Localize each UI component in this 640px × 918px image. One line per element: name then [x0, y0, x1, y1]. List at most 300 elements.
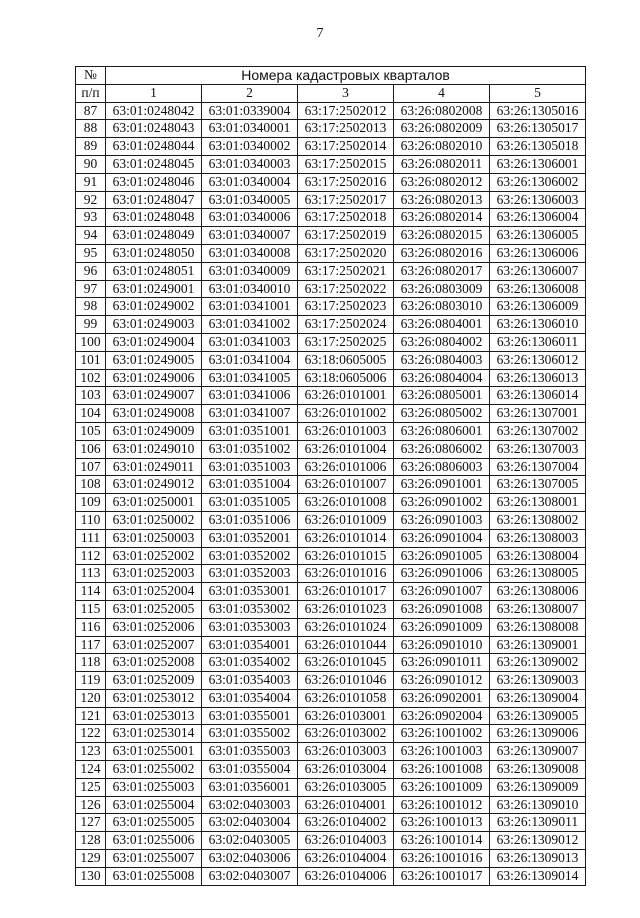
quarter-col-1: 63:01:0255004	[106, 796, 202, 814]
quarter-col-1: 63:01:0249002	[106, 298, 202, 316]
quarter-col-4: 63:26:0802013	[394, 191, 490, 209]
quarter-col-2: 63:01:0340008	[202, 244, 298, 262]
row-number: 123	[76, 743, 106, 761]
quarter-col-1: 63:01:0248046	[106, 173, 202, 191]
quarter-col-5: 63:26:1309002	[490, 654, 586, 672]
quarter-col-1: 63:01:0249009	[106, 422, 202, 440]
quarter-col-1: 63:01:0250001	[106, 494, 202, 512]
column-number-4: 4	[394, 84, 490, 102]
quarter-col-4: 63:26:1001002	[394, 725, 490, 743]
row-number: 93	[76, 209, 106, 227]
quarter-col-1: 63:01:0248043	[106, 120, 202, 138]
quarter-col-4: 63:26:0901003	[394, 511, 490, 529]
quarter-col-2: 63:01:0351005	[202, 494, 298, 512]
quarter-col-3: 63:26:0101009	[298, 511, 394, 529]
quarter-col-3: 63:26:0101006	[298, 458, 394, 476]
quarter-col-3: 63:17:2502012	[298, 102, 394, 120]
table-row	[76, 120, 586, 138]
quarter-col-5: 63:26:1306002	[490, 173, 586, 191]
quarter-col-5: 63:26:1308005	[490, 565, 586, 583]
quarter-col-5: 63:26:1309004	[490, 689, 586, 707]
table-row	[76, 440, 586, 458]
quarter-col-3: 63:26:0101014	[298, 529, 394, 547]
row-number: 114	[76, 583, 106, 601]
quarter-col-3: 63:26:0103003	[298, 743, 394, 761]
quarter-col-1: 63:01:0248051	[106, 262, 202, 280]
quarter-col-5: 63:26:1308006	[490, 583, 586, 601]
quarter-col-1: 63:01:0255008	[106, 867, 202, 885]
quarter-col-4: 63:26:0802011	[394, 155, 490, 173]
row-number: 91	[76, 173, 106, 191]
quarter-col-3: 63:17:2502024	[298, 316, 394, 334]
row-number: 90	[76, 155, 106, 173]
quarter-col-2: 63:01:0354001	[202, 636, 298, 654]
quarter-col-3: 63:26:0101008	[298, 494, 394, 512]
quarter-col-1: 63:01:0249003	[106, 316, 202, 334]
quarter-col-4: 63:26:0804001	[394, 316, 490, 334]
quarter-col-1: 63:01:0252006	[106, 618, 202, 636]
quarter-col-1: 63:01:0249011	[106, 458, 202, 476]
quarter-col-4: 63:26:0901002	[394, 494, 490, 512]
quarter-col-2: 63:01:0340009	[202, 262, 298, 280]
quarter-col-5: 63:26:1307005	[490, 476, 586, 494]
table-row	[76, 814, 586, 832]
row-number: 129	[76, 850, 106, 868]
quarter-col-1: 63:01:0248050	[106, 244, 202, 262]
quarter-col-2: 63:01:0340001	[202, 120, 298, 138]
quarter-col-3: 63:26:0101004	[298, 440, 394, 458]
quarter-col-1: 63:01:0255002	[106, 761, 202, 779]
quarter-col-3: 63:17:2502025	[298, 333, 394, 351]
quarter-col-3: 63:26:0101007	[298, 476, 394, 494]
row-number: 108	[76, 476, 106, 494]
row-number: 104	[76, 405, 106, 423]
row-number: 88	[76, 120, 106, 138]
quarter-col-3: 63:26:0103004	[298, 761, 394, 779]
table-row	[76, 654, 586, 672]
quarter-col-3: 63:26:0101016	[298, 565, 394, 583]
quarter-col-2: 63:01:0354003	[202, 672, 298, 690]
table-body	[76, 102, 586, 885]
quarter-col-2: 63:01:0340002	[202, 138, 298, 156]
row-number: 124	[76, 761, 106, 779]
table-row	[76, 600, 586, 618]
quarter-col-5: 63:26:1306011	[490, 333, 586, 351]
header-row-number: п/п	[76, 84, 106, 102]
row-number: 89	[76, 138, 106, 156]
row-number: 126	[76, 796, 106, 814]
quarter-col-2: 63:02:0403007	[202, 867, 298, 885]
quarter-col-2: 63:01:0355003	[202, 743, 298, 761]
quarter-col-5: 63:26:1309009	[490, 778, 586, 796]
table-row	[76, 138, 586, 156]
quarter-col-5: 63:26:1308003	[490, 529, 586, 547]
page-number: 7	[316, 26, 324, 41]
quarter-col-1: 63:01:0248042	[106, 102, 202, 120]
quarter-col-2: 63:01:0340006	[202, 209, 298, 227]
row-number: 109	[76, 494, 106, 512]
quarter-col-3: 63:26:0104003	[298, 832, 394, 850]
quarter-col-4: 63:26:0805002	[394, 405, 490, 423]
quarter-col-1: 63:01:0249012	[106, 476, 202, 494]
quarter-col-2: 63:01:0355004	[202, 761, 298, 779]
table-row	[76, 476, 586, 494]
quarter-col-5: 63:26:1309010	[490, 796, 586, 814]
quarter-col-3: 63:17:2502018	[298, 209, 394, 227]
quarter-col-5: 63:26:1309005	[490, 707, 586, 725]
quarter-col-1: 63:01:0253013	[106, 707, 202, 725]
row-number: 95	[76, 244, 106, 262]
quarter-col-2: 63:01:0351002	[202, 440, 298, 458]
quarter-col-5: 63:26:1306014	[490, 387, 586, 405]
quarter-col-1: 63:01:0253014	[106, 725, 202, 743]
table-row	[76, 298, 586, 316]
table-row	[76, 565, 586, 583]
quarter-col-5: 63:26:1306003	[490, 191, 586, 209]
quarter-col-2: 63:01:0341003	[202, 333, 298, 351]
quarter-col-3: 63:26:0101015	[298, 547, 394, 565]
quarter-col-2: 63:01:0352002	[202, 547, 298, 565]
quarter-col-4: 63:26:0902004	[394, 707, 490, 725]
row-number: 128	[76, 832, 106, 850]
table-row	[76, 725, 586, 743]
row-number: 94	[76, 227, 106, 245]
quarter-col-1: 63:01:0248049	[106, 227, 202, 245]
quarter-col-3: 63:17:2502023	[298, 298, 394, 316]
quarter-col-4: 63:26:0901008	[394, 600, 490, 618]
quarter-col-1: 63:01:0248047	[106, 191, 202, 209]
quarter-col-3: 63:26:0103005	[298, 778, 394, 796]
quarter-col-4: 63:26:0901006	[394, 565, 490, 583]
quarter-col-5: 63:26:1306006	[490, 244, 586, 262]
quarter-col-3: 63:26:0101017	[298, 583, 394, 601]
row-number: 118	[76, 654, 106, 672]
table-row	[76, 387, 586, 405]
quarter-col-4: 63:26:0901011	[394, 654, 490, 672]
table-row	[76, 778, 586, 796]
quarter-col-4: 63:26:0802009	[394, 120, 490, 138]
table-row	[76, 672, 586, 690]
quarter-col-3: 63:26:0104004	[298, 850, 394, 868]
table-row	[76, 280, 586, 298]
quarter-col-2: 63:01:0341001	[202, 298, 298, 316]
quarter-col-2: 63:01:0351006	[202, 511, 298, 529]
quarter-col-4: 63:26:0803010	[394, 298, 490, 316]
quarter-col-5: 63:26:1309012	[490, 832, 586, 850]
row-number: 105	[76, 422, 106, 440]
quarter-col-1: 63:01:0252002	[106, 547, 202, 565]
row-number: 106	[76, 440, 106, 458]
quarter-col-2: 63:01:0352003	[202, 565, 298, 583]
quarter-col-3: 63:26:0101046	[298, 672, 394, 690]
quarter-col-3: 63:17:2502020	[298, 244, 394, 262]
table-row	[76, 761, 586, 779]
table-row	[76, 405, 586, 423]
table-row	[76, 511, 586, 529]
quarter-col-5: 63:26:1306009	[490, 298, 586, 316]
row-number: 130	[76, 867, 106, 885]
quarter-col-3: 63:26:0101001	[298, 387, 394, 405]
table-row	[76, 422, 586, 440]
table-row	[76, 316, 586, 334]
quarter-col-4: 63:26:0901001	[394, 476, 490, 494]
quarter-col-1: 63:01:0255005	[106, 814, 202, 832]
quarter-col-2: 63:01:0356001	[202, 778, 298, 796]
quarter-col-2: 63:01:0339004	[202, 102, 298, 120]
quarter-col-1: 63:01:0249008	[106, 405, 202, 423]
quarter-col-1: 63:01:0252008	[106, 654, 202, 672]
table-row	[76, 743, 586, 761]
quarter-col-2: 63:01:0354002	[202, 654, 298, 672]
quarter-col-4: 63:26:0901004	[394, 529, 490, 547]
column-number-5: 5	[490, 84, 586, 102]
row-number: 121	[76, 707, 106, 725]
quarter-col-5: 63:26:1307001	[490, 405, 586, 423]
quarter-col-4: 63:26:0802016	[394, 244, 490, 262]
quarter-col-3: 63:17:2502016	[298, 173, 394, 191]
quarter-col-4: 63:26:0901009	[394, 618, 490, 636]
quarter-col-2: 63:01:0355002	[202, 725, 298, 743]
row-number: 117	[76, 636, 106, 654]
header-row-title	[76, 67, 586, 85]
quarter-col-1: 63:01:0250003	[106, 529, 202, 547]
header-title: Номера кадастровых кварталов	[106, 67, 586, 85]
table-row	[76, 636, 586, 654]
quarter-col-2: 63:01:0352001	[202, 529, 298, 547]
quarter-col-1: 63:01:0253012	[106, 689, 202, 707]
quarter-col-5: 63:26:1306008	[490, 280, 586, 298]
quarter-col-3: 63:18:0605006	[298, 369, 394, 387]
row-number: 96	[76, 262, 106, 280]
quarter-col-5: 63:26:1309008	[490, 761, 586, 779]
quarter-col-4: 63:26:0806002	[394, 440, 490, 458]
quarter-col-3: 63:26:0104001	[298, 796, 394, 814]
quarter-col-1: 63:01:0249005	[106, 351, 202, 369]
quarter-col-5: 63:26:1308001	[490, 494, 586, 512]
row-number: 116	[76, 618, 106, 636]
quarter-col-5: 63:26:1306007	[490, 262, 586, 280]
quarter-col-2: 63:01:0353001	[202, 583, 298, 601]
table-row	[76, 529, 586, 547]
quarter-col-5: 63:26:1306004	[490, 209, 586, 227]
table-row	[76, 155, 586, 173]
quarter-col-5: 63:26:1306005	[490, 227, 586, 245]
quarter-col-2: 63:01:0355001	[202, 707, 298, 725]
row-number: 102	[76, 369, 106, 387]
quarter-col-2: 63:01:0340004	[202, 173, 298, 191]
quarter-col-3: 63:17:2502017	[298, 191, 394, 209]
quarter-col-5: 63:26:1309003	[490, 672, 586, 690]
quarter-col-4: 63:26:0803009	[394, 280, 490, 298]
row-number: 97	[76, 280, 106, 298]
quarter-col-4: 63:26:0804003	[394, 351, 490, 369]
table-row	[76, 209, 586, 227]
quarter-col-2: 63:01:0353002	[202, 600, 298, 618]
quarter-col-1: 63:01:0249004	[106, 333, 202, 351]
table-row	[76, 102, 586, 120]
table-row	[76, 494, 586, 512]
table-row	[76, 547, 586, 565]
row-number: 107	[76, 458, 106, 476]
row-number: 92	[76, 191, 106, 209]
quarter-col-5: 63:26:1307003	[490, 440, 586, 458]
row-number: 122	[76, 725, 106, 743]
quarter-col-1: 63:01:0252009	[106, 672, 202, 690]
quarter-col-4: 63:26:1001017	[394, 867, 490, 885]
quarter-col-4: 63:26:1001009	[394, 778, 490, 796]
quarter-col-2: 63:02:0403006	[202, 850, 298, 868]
quarter-col-5: 63:26:1309006	[490, 725, 586, 743]
quarter-col-4: 63:26:0901010	[394, 636, 490, 654]
table-row	[76, 689, 586, 707]
column-number-3: 3	[298, 84, 394, 102]
quarter-col-1: 63:01:0249001	[106, 280, 202, 298]
quarter-col-2: 63:01:0351004	[202, 476, 298, 494]
column-number-1: 1	[106, 84, 202, 102]
quarter-col-3: 63:26:0104006	[298, 867, 394, 885]
quarter-col-5: 63:26:1305016	[490, 102, 586, 120]
row-number: 120	[76, 689, 106, 707]
table-row	[76, 458, 586, 476]
quarter-col-4: 63:26:1001013	[394, 814, 490, 832]
quarter-col-5: 63:26:1305018	[490, 138, 586, 156]
table-row	[76, 351, 586, 369]
row-number: 87	[76, 102, 106, 120]
quarter-col-5: 63:26:1308008	[490, 618, 586, 636]
quarter-col-4: 63:26:0804002	[394, 333, 490, 351]
quarter-col-2: 63:02:0403004	[202, 814, 298, 832]
row-number: 125	[76, 778, 106, 796]
quarter-col-3: 63:17:2502013	[298, 120, 394, 138]
quarter-col-3: 63:26:0101023	[298, 600, 394, 618]
quarter-col-1: 63:01:0252004	[106, 583, 202, 601]
quarter-col-2: 63:01:0340003	[202, 155, 298, 173]
quarter-col-3: 63:26:0101045	[298, 654, 394, 672]
quarter-col-3: 63:26:0103001	[298, 707, 394, 725]
table-row	[76, 173, 586, 191]
quarter-col-5: 63:26:1308007	[490, 600, 586, 618]
quarter-col-2: 63:02:0403003	[202, 796, 298, 814]
quarter-col-1: 63:01:0252003	[106, 565, 202, 583]
quarter-col-2: 63:01:0353003	[202, 618, 298, 636]
table-header	[76, 67, 586, 103]
quarter-col-1: 63:01:0252005	[106, 600, 202, 618]
quarter-col-4: 63:26:0902001	[394, 689, 490, 707]
quarter-col-3: 63:26:0101003	[298, 422, 394, 440]
quarter-col-4: 63:26:0802017	[394, 262, 490, 280]
row-number: 99	[76, 316, 106, 334]
column-number-2: 2	[202, 84, 298, 102]
quarter-col-2: 63:01:0351001	[202, 422, 298, 440]
quarter-col-1: 63:01:0252007	[106, 636, 202, 654]
table-row	[76, 227, 586, 245]
quarter-col-3: 63:17:2502021	[298, 262, 394, 280]
quarter-col-4: 63:26:0806001	[394, 422, 490, 440]
quarter-col-4: 63:26:0805001	[394, 387, 490, 405]
table-row	[76, 262, 586, 280]
table-row	[76, 333, 586, 351]
quarter-col-5: 63:26:1308004	[490, 547, 586, 565]
quarter-col-2: 63:01:0341006	[202, 387, 298, 405]
row-number: 119	[76, 672, 106, 690]
quarter-col-1: 63:01:0249007	[106, 387, 202, 405]
row-number: 103	[76, 387, 106, 405]
quarter-col-3: 63:26:0101058	[298, 689, 394, 707]
quarter-col-1: 63:01:0255007	[106, 850, 202, 868]
table-row	[76, 707, 586, 725]
header-number-sign: №	[76, 67, 106, 85]
quarter-col-5: 63:26:1307004	[490, 458, 586, 476]
quarter-col-2: 63:01:0354004	[202, 689, 298, 707]
table-row	[76, 850, 586, 868]
quarter-col-4: 63:26:1001012	[394, 796, 490, 814]
table-row	[76, 191, 586, 209]
quarter-col-1: 63:01:0250002	[106, 511, 202, 529]
quarter-col-3: 63:17:2502019	[298, 227, 394, 245]
quarter-col-1: 63:01:0255001	[106, 743, 202, 761]
row-number: 112	[76, 547, 106, 565]
quarter-col-3: 63:17:2502022	[298, 280, 394, 298]
quarter-col-4: 63:26:0804004	[394, 369, 490, 387]
row-number: 127	[76, 814, 106, 832]
quarter-col-3: 63:17:2502014	[298, 138, 394, 156]
quarter-col-3: 63:18:0605005	[298, 351, 394, 369]
quarter-col-3: 63:26:0101002	[298, 405, 394, 423]
quarter-col-2: 63:01:0340007	[202, 227, 298, 245]
table-row	[76, 244, 586, 262]
quarter-col-4: 63:26:1001003	[394, 743, 490, 761]
table-row	[76, 369, 586, 387]
quarter-col-5: 63:26:1309014	[490, 867, 586, 885]
quarter-col-4: 63:26:1001016	[394, 850, 490, 868]
table-row	[76, 618, 586, 636]
row-number: 110	[76, 511, 106, 529]
quarter-col-2: 63:01:0351003	[202, 458, 298, 476]
quarter-col-1: 63:01:0248048	[106, 209, 202, 227]
quarter-col-5: 63:26:1306001	[490, 155, 586, 173]
quarter-col-1: 63:01:0248045	[106, 155, 202, 173]
row-number: 111	[76, 529, 106, 547]
quarter-col-5: 63:26:1309013	[490, 850, 586, 868]
table-row	[76, 832, 586, 850]
table-row	[76, 867, 586, 885]
quarter-col-4: 63:26:0901012	[394, 672, 490, 690]
quarter-col-4: 63:26:1001008	[394, 761, 490, 779]
quarter-col-4: 63:26:0901007	[394, 583, 490, 601]
header-row-columns	[76, 84, 586, 102]
row-number: 113	[76, 565, 106, 583]
quarter-col-5: 63:26:1308002	[490, 511, 586, 529]
quarter-col-5: 63:26:1309007	[490, 743, 586, 761]
quarter-col-5: 63:26:1305017	[490, 120, 586, 138]
quarter-col-2: 63:01:0340005	[202, 191, 298, 209]
quarter-col-1: 63:01:0249006	[106, 369, 202, 387]
row-number: 100	[76, 333, 106, 351]
quarter-col-2: 63:01:0341004	[202, 351, 298, 369]
quarter-col-4: 63:26:0802008	[394, 102, 490, 120]
row-number: 115	[76, 600, 106, 618]
quarter-col-1: 63:01:0255003	[106, 778, 202, 796]
quarter-col-2: 63:02:0403005	[202, 832, 298, 850]
quarter-col-1: 63:01:0249010	[106, 440, 202, 458]
quarter-col-4: 63:26:1001014	[394, 832, 490, 850]
quarter-col-2: 63:01:0340010	[202, 280, 298, 298]
quarter-col-1: 63:01:0255006	[106, 832, 202, 850]
quarter-col-3: 63:26:0101044	[298, 636, 394, 654]
quarter-col-5: 63:26:1306010	[490, 316, 586, 334]
quarter-col-3: 63:26:0104002	[298, 814, 394, 832]
cadastral-quarters-table	[75, 66, 586, 886]
